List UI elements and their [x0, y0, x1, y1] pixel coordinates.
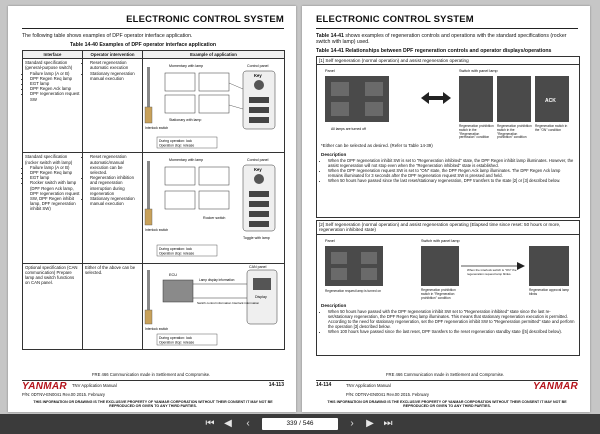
list-item: • When 100 hours have passed since the last reset, DPF transfers to the reset regeneration standby state ([5] described below).: [328, 329, 575, 334]
left-page: [8, 6, 296, 412]
section-1: [316, 56, 580, 218]
lamp-group: [199, 167, 229, 185]
page-footer: [316, 372, 578, 409]
desc-list: [323, 309, 575, 334]
interlock-label: Interlock switch: [145, 228, 169, 233]
rocker-label: Rocker switch: [203, 216, 226, 221]
yanmar-logo: YANMAR: [533, 381, 578, 392]
key-label: Key: [254, 167, 262, 173]
list-item: • Reset regeneration automatic/manual execution can be selected.: [90, 154, 140, 175]
panel-lamp: [249, 221, 269, 227]
next-page-icon[interactable]: ›: [350, 418, 354, 429]
intro-body: shows examples of regeneration controls and operations with the standard specifications (rocker switch with lamp) used.: [316, 33, 567, 46]
control-panel-label: Control panel: [247, 64, 269, 69]
list-item: • DPF Regen Ack lamp: [30, 86, 80, 91]
page-header: [22, 14, 284, 29]
example-cell: [143, 263, 285, 349]
interface-cell: Optional specification (CAN communication) Prepare lamp and switch functions on CAN panel.: [23, 263, 83, 349]
table-row: [23, 153, 285, 263]
key-label: Key: [254, 73, 262, 79]
list-item: • Stationary regeneration manual execution: [90, 71, 140, 81]
interlock-switch-icon: [145, 310, 152, 324]
switch-prohibit: [421, 246, 459, 286]
first-page-button[interactable]: ⏮: [205, 418, 215, 429]
switch-permit: [529, 246, 569, 286]
panel-lamp: [249, 191, 269, 197]
lamp-group: [165, 73, 195, 91]
page-number: 14-113: [268, 382, 284, 388]
switch-inhibit: [459, 76, 493, 122]
panel-lamp: [249, 211, 269, 217]
example-diagram-can: [143, 264, 285, 348]
interlock-label: Interlock switch: [145, 126, 169, 131]
lamp-display-label: Lamp display information: [199, 277, 235, 282]
panel-lamp: [249, 107, 269, 113]
example-diagram-standard: [143, 59, 285, 151]
lamp-icon: [331, 268, 347, 280]
cap-permit: Regeneration approval lamp blinks: [529, 288, 570, 296]
op-release-text: Operation stop: release: [159, 143, 195, 148]
panel-lamp: [249, 97, 269, 103]
interface-title: Standard specification (rocker switch with lamp): [25, 154, 73, 165]
col-example: Example of application: [143, 51, 285, 59]
col-interface: Interface: [23, 51, 83, 59]
intro-text: The following table shows examples of DPF operator interface application.: [22, 33, 193, 39]
switch-prohibit: [497, 76, 531, 122]
list-item: • DPF Regen Req lamp: [30, 170, 80, 175]
right-page: [302, 6, 590, 412]
table-caption: Table 14-41 Relationships between DPF regeneration controls and operator displays/operations: [316, 48, 552, 54]
lamp-group: [199, 95, 229, 113]
panel-lamp: [249, 201, 269, 207]
prev-page-icon[interactable]: ‹: [246, 418, 250, 429]
list-item: • EGT lamp: [30, 175, 80, 180]
list-item: • Failure lamp (A or B): [30, 71, 80, 76]
cap-blink: When the interlock switch is "ON" the regeneration request lamp blinks.: [467, 268, 517, 276]
copyright-notice: THIS INFORMATION OR DRAWING IS THE EXCLUSIVE PROPERTY OF YANMAR CORPORATION WITHOUT THEIR CONSENT IT MAY NOT BE REPRODUCED OR GIVEN TO ANY THIRD PARTIES.: [327, 400, 567, 409]
list-item: • When 50 hours have passed with the DPF regeneration inhibit SW set to "Regeneration inhibited" state since the last re-set/stationary regeneration, the DPF Regen Req lamp illuminates. This means that stationary regeneration execution is permitted. According to the need for stationary regeneration, set the DPF regeneration inhibit SW to "Regeneration permitted" state and perform the operation [3] described below.: [328, 309, 575, 329]
lamp-group: [165, 95, 195, 113]
next-page-button[interactable]: ▶: [366, 418, 374, 429]
lamp-icon: [331, 252, 347, 264]
key-icon: [254, 80, 264, 90]
list-item: • When the DPF regeneration inhibit SW is set to "Regeneration inhibited" state, the DPF Regen inhibit lamp illuminates. However, the assist regeneration will not stop even when the "Regeneration inhibited" state is established.: [328, 158, 575, 168]
harness-wire: [147, 270, 150, 310]
operator-cell: [83, 59, 143, 153]
manual-name: TNV Application Manual: [346, 383, 391, 388]
interlock-switch-icon: [145, 107, 152, 123]
section-1-title: [1] Self regeneration (normal operation) and assist regeneration operating: [317, 57, 579, 65]
operator-cell: [83, 153, 143, 263]
communication-note: FRE 466 Communication made in Settlement and Compromise.: [386, 372, 505, 377]
op-lock-text: During operation: lock: [159, 247, 192, 252]
arrow-shaft: [429, 96, 443, 100]
table-row: [23, 59, 285, 153]
interface-title: Standard specification (general-purpose switch): [25, 60, 73, 71]
desc-list: [323, 158, 575, 183]
toggle-label: Toggle with lamp: [243, 236, 270, 241]
cap-off: All lamps are turned off: [331, 127, 366, 131]
lamp-icon: [365, 82, 383, 96]
op-release-text: Operation stop: release: [159, 251, 195, 256]
example-cell: [143, 153, 285, 263]
lamp-icon: [331, 102, 349, 116]
op-lock-text: During operation: lock: [159, 139, 192, 144]
lamp-group: [165, 191, 195, 209]
stationary-label: Stationary with lamp: [169, 118, 202, 123]
interlock-label: Interlock switch: [145, 326, 169, 331]
page-header-title: ELECTRONIC CONTROL SYSTEM: [126, 14, 284, 25]
yanmar-logo: YANMAR: [22, 381, 67, 392]
list-item: • Stationary regeneration manual execution: [90, 196, 140, 206]
lamp-group: [165, 167, 195, 185]
intro-text: [316, 33, 578, 46]
interface-cell: [23, 153, 83, 263]
panel-label: Panel: [325, 69, 335, 73]
selection-note: *Either can be selected as desired. (Refer to Table 14-39): [321, 143, 433, 148]
example-cell: [143, 59, 285, 153]
list-item: • Reset regeneration automatic execution: [90, 60, 140, 70]
display-screen: [253, 278, 271, 290]
section-2: [316, 220, 580, 356]
cap-prohibit: Regeneration prohibition switch in the "Regeneration prohibition" condition: [497, 124, 532, 140]
panel-label: Panel: [325, 239, 335, 243]
list-item: • When 50 hours have passed since the last reset/stationary regeneration, DPF transfers to the state [2] or [3] described below.: [328, 178, 575, 183]
harness-wire: [147, 67, 150, 107]
ecu-label: ECU: [169, 272, 178, 277]
lamp-icon: [365, 102, 383, 116]
viewer-navbar: [0, 414, 600, 434]
list-item: • EGT lamp: [30, 81, 80, 86]
switch-label: Switch with panel lamp: [459, 69, 498, 73]
last-page-button[interactable]: ⏭: [383, 418, 393, 429]
ack-icon: ACK: [545, 98, 556, 104]
cap-ack: Regeneration switch in the "ON" condition: [535, 124, 568, 132]
table-row: [23, 263, 285, 349]
section-2-diagram: [317, 236, 579, 294]
arrow-right-icon: [517, 262, 525, 270]
connector-line: [229, 105, 243, 109]
page-header-title: ELECTRONIC CONTROL SYSTEM: [316, 14, 474, 25]
part-number: P/N: 0DTNV-EN0041 Rev.00 2015. February: [346, 392, 430, 397]
lamp-group: [199, 191, 229, 209]
operator-cell: Either of the above can be selected.: [83, 263, 143, 349]
list-item: • When the DPF regeneration request SW is set to "ON" state, the DPF Regen Ack lamp illuminates. The DPF Regen Ack lamp remains illuminated for 3 seconds after the DPF regeneration request SW is pressed and held.: [328, 168, 575, 178]
desc-title: Description: [321, 152, 347, 157]
switch-label: Switch with panel lamp: [421, 239, 460, 243]
page-number: 14-114: [316, 382, 332, 388]
page-indicator[interactable]: 339 / 546: [262, 418, 338, 430]
lamp-icon: [361, 268, 377, 280]
copyright-notice: THIS INFORMATION OR DRAWING IS THE EXCLUSIVE PROPERTY OF YANMAR CORPORATION WITHOUT THEIR CONSENT IT MAY NOT BE REPRODUCED OR GIVEN TO ANY THIRD PARTIES.: [33, 400, 273, 409]
interlock-switch-icon: [145, 209, 152, 225]
col-operator: Operator intervention: [83, 51, 143, 59]
list-item: • Failure lamp (A or B): [30, 165, 80, 170]
table-caption: Table 14-40 Examples of DPF operator interface application: [70, 42, 217, 48]
lamp-icon: [331, 82, 349, 96]
cap-prohibit: Regeneration prohibition switch in "Regeneration prohibition" condition: [421, 288, 456, 300]
display-label: Display: [255, 294, 267, 299]
intro-table-ref: Table 14-41: [316, 33, 344, 39]
can-panel-label: CAN panel: [249, 264, 267, 269]
desc-title: Description: [321, 303, 347, 308]
ecu-box: [163, 280, 193, 302]
section-2-title: [2] Self regeneration (normal operation) and assist regeneration operating (Elapsed time since reset: 50 hours or more, regeneration inhibited state): [317, 221, 579, 235]
interface-cell: [23, 59, 83, 153]
key-icon: [254, 174, 264, 184]
manual-name: TNV Application Manual: [72, 383, 117, 388]
harness-wire: [147, 161, 150, 209]
panel-lamp: [249, 117, 269, 123]
cap-req: Regeneration request lamp is turned on: [325, 289, 381, 293]
example-diagram-rocker: [143, 153, 285, 261]
lamp-group: [199, 73, 229, 91]
page-header: [316, 14, 578, 29]
communication-note: FRE 466 Communication made in Settlement and Compromise.: [92, 372, 211, 377]
op-lock-text: During operation: lock: [159, 335, 192, 340]
list-item: • DPF Regen Req lamp: [30, 76, 80, 81]
connector-line: [229, 83, 243, 89]
list-item: • DPF regeneration request SW: [30, 91, 80, 101]
dpf-interface-table: [22, 50, 285, 350]
arrow-left-icon: [421, 92, 429, 104]
lamp-icon: [361, 252, 377, 264]
page-footer: [22, 372, 284, 409]
momentary-label: Momentary with lamp: [169, 64, 204, 69]
part-number: P/N: 0DTNV-EN0041 Rev.00 2015. February: [22, 392, 106, 397]
momentary-label: Momentary with lamp: [169, 158, 204, 163]
list-item: • Regeneration inhibition and regeneration interruption during regeneration: [90, 175, 140, 196]
cap-inhibit: Regeneration prohibition switch in the "Regeneration permission" condition: [459, 124, 494, 140]
prev-page-button[interactable]: ◀: [224, 418, 232, 429]
control-panel-label: Control panel: [247, 158, 269, 163]
arrow-right-icon: [443, 92, 451, 104]
list-item: • Rocker switch with lamp (DPF Regen Ack lamp, DPF regeneration request SW, DPF Regen inhibit lamp, DPF regeneration inhibit SW): [30, 180, 80, 211]
switch-control-label: Switch control information Interlock information: [197, 300, 260, 305]
op-release-text: Operation stop: release: [159, 340, 195, 345]
